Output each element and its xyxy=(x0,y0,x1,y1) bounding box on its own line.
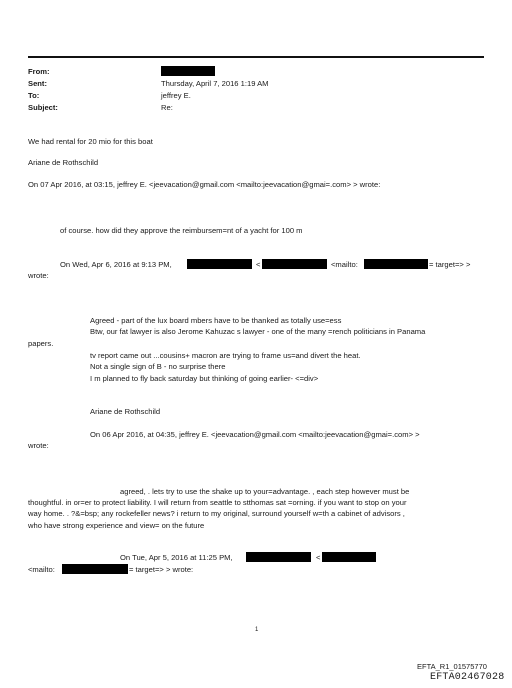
signature: Ariane de Rothschild xyxy=(28,158,99,167)
body-line: Btw, our fat lawyer is also Jerome Kahuzac s lawyer - one of the many =rench politicians in Panama xyxy=(90,327,426,336)
redaction xyxy=(262,259,327,269)
redaction xyxy=(62,564,128,574)
quote-header: On 06 Apr 2016, at 04:35, jeffrey E. <jeevacation@gmail.com <mailto:jeevacation@gmai=.com> > xyxy=(90,430,420,439)
to-value: jeffrey E. xyxy=(161,91,191,100)
redaction xyxy=(322,552,376,562)
quote-header: On 07 Apr 2016, at 03:15, jeffrey E. <jeevacation@gmail.com <mailto:jeevacation@gmai=.com> > wrote: xyxy=(28,180,381,189)
from-label: From: xyxy=(28,67,50,76)
quote-header-part: <mailto: xyxy=(331,260,358,269)
quote-header-part: wrote: xyxy=(28,441,49,450)
footer-id-primary: EFTA_R1_01575770 xyxy=(417,662,487,671)
body-line: Agreed - part of the lux board mbers have to be thanked as totally use=ess xyxy=(90,316,342,325)
quote-header-part: wrote: xyxy=(28,271,49,280)
sent-label: Sent: xyxy=(28,79,47,88)
body-line: way home. . ?&=bsp; any rockefeller news? i return to my original, surround yourself w=th a cabinet of advisors , xyxy=(28,509,405,518)
quote-header-part: < xyxy=(256,260,261,269)
quote-header-part: <mailto: xyxy=(28,565,55,574)
quote-header: On Wed, Apr 6, 2016 at 9:13 PM, xyxy=(60,260,172,269)
quote-header-part: < xyxy=(316,553,321,562)
body-line: agreed, . lets try to use the shake up to your=advantage. , each step however must be xyxy=(120,487,410,496)
footer-id-secondary: EFTA02467028 xyxy=(430,672,505,683)
subject-value: Re: xyxy=(161,103,173,112)
body-line: papers. xyxy=(28,339,54,348)
signature: Ariane de Rothschild xyxy=(90,407,161,416)
quote-header-part: = target=> > wrote: xyxy=(129,565,194,574)
redaction-from xyxy=(161,66,215,76)
body-line: We had rental for 20 mio for this boat xyxy=(28,137,153,146)
body-line: Not a single sign of B - no surprise there xyxy=(90,362,226,371)
body-line: I m planned to fly back saturday but thinking of going earlier- <=div> xyxy=(90,374,319,383)
redaction xyxy=(187,259,252,269)
page-number: 1 xyxy=(255,627,259,633)
sent-value: Thursday, April 7, 2016 1:19 AM xyxy=(161,79,269,88)
quote-header: On Tue, Apr 5, 2016 at 11:25 PM, xyxy=(120,553,233,562)
redaction xyxy=(246,552,311,562)
redaction xyxy=(364,259,428,269)
header-rule xyxy=(28,56,484,58)
body-line: thoughtful. in or=er to protect liability. I will return from seattle to stthomas sat =orning. if you want to stop on your xyxy=(28,498,407,507)
body-line: tv report came out ...cousins+ macron are trying to frame us=and divert the heat. xyxy=(90,351,361,360)
subject-label: Subject: xyxy=(28,103,58,112)
body-line: of course. how did they approve the reimbursem=nt of a yacht for 100 m xyxy=(60,226,303,235)
quote-header-part: = target=> > xyxy=(429,260,471,269)
to-label: To: xyxy=(28,91,40,100)
body-line: who have strong experience and view= on the future xyxy=(28,521,205,530)
